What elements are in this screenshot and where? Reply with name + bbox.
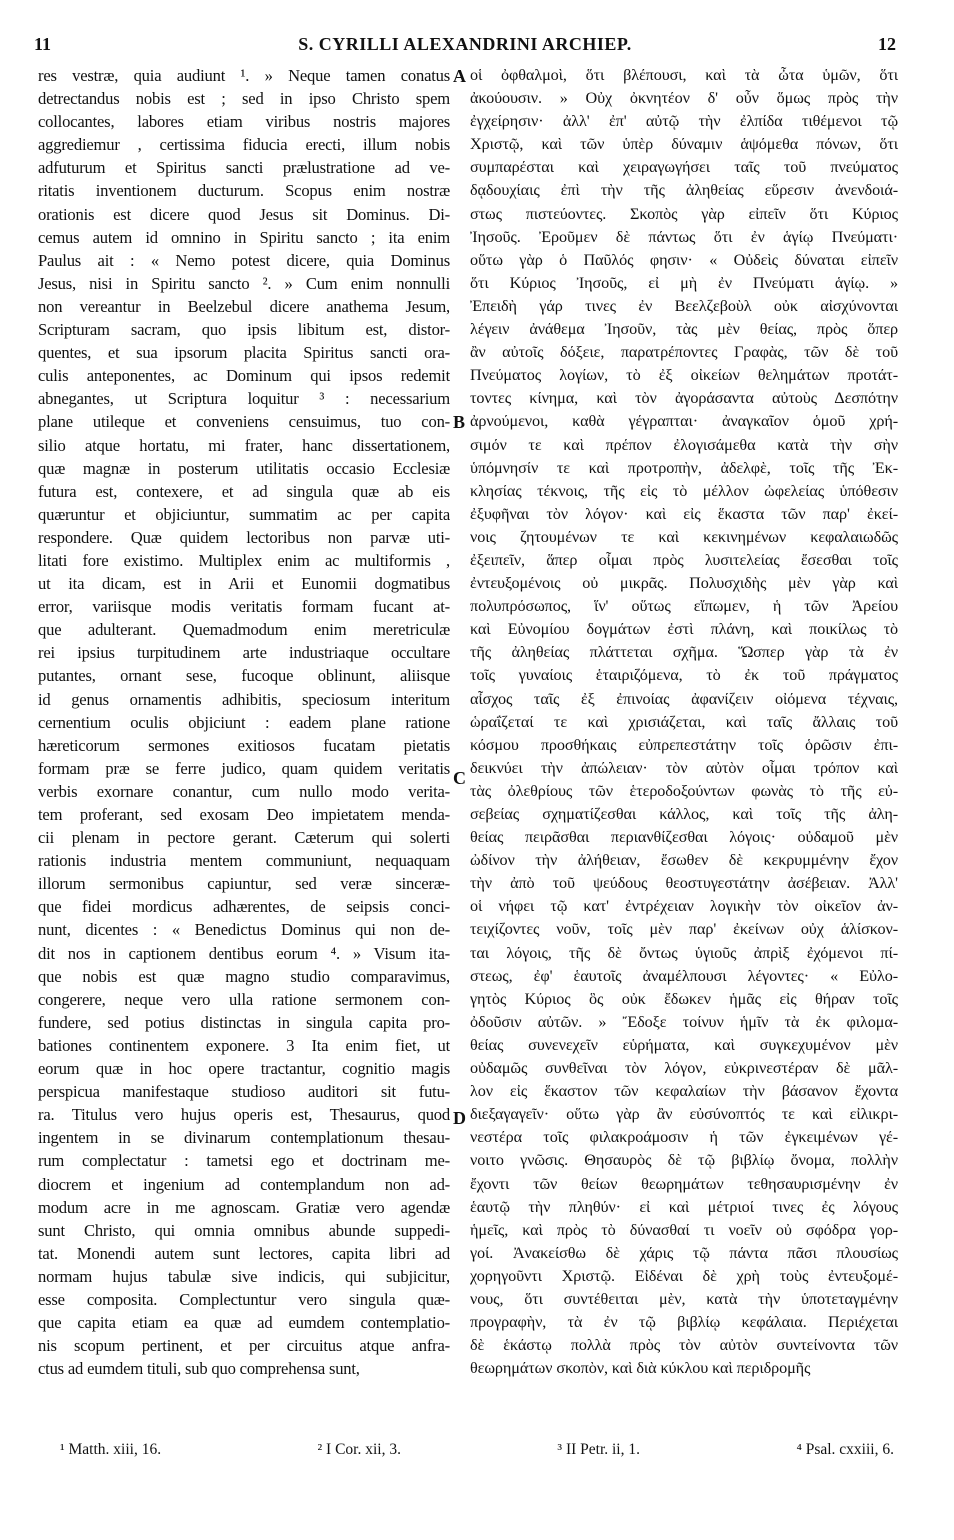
greek-text-line: δεικνύει τὴν ἀπώλειαν· τὸν αὐτὸν οἶμαι τρόπον καὶ [470,758,898,777]
greek-text-line: ὡραΐζεταί τε καὶ χρισιάζεται, καὶ ταῖς ἄλλαις τοῦ [470,712,898,731]
margin-letter-c: C [453,768,466,788]
greek-text-line: δᾳδουχίαις ἐπὶ τὴν τῆς ἀληθείας εὕρεσιν ἀνενδοιά- [470,181,898,200]
latin-text-line: congerere, neque vero ulla ratione sermonem con- [38,989,450,1009]
greek-text-line: στως πιστεύοντες. Σκοπὸς γὰρ εἰπεῖν ὅτι Κύριος [470,204,898,223]
greek-text-line: συμπαρέσται καὶ χειραγωγήσει ταῖς τοῦ πνεύματος [470,158,898,177]
latin-text-line: illorum sermonibus capiuntur, sed veræ sinceræ- [38,874,450,894]
running-header [34,34,896,60]
greek-text-line: οὐδαμῶς συνθεῖναι τὸν λόγον, εὐκρινεστέραν δὲ μᾶλ- [470,1059,898,1078]
greek-column [470,64,898,1380]
greek-text-line: ὑπόμνησίν τε καὶ προτροπὴν, ἀδελφὲ, τοῖς τῆς Ἐκ- [470,458,898,477]
greek-text-line: οἱ νήφει τῷ κατ' ἐντρέχειαν λογικὴν τὸν οἰκεῖον ἀν- [470,897,898,916]
margin-letter-a: A [453,66,466,86]
greek-text-line: δὲ ἑκάστῳ πολλὰ πρὸς τὸν αὐτὸν συντείνοντα τῶν [470,1336,898,1355]
greek-text-line: νεστέρα τοῖς φιλακροάμοσιν ἡ τῶν ἐγκειμένων γέ- [470,1128,898,1147]
greek-text-line: προγραφὴν, τὰ ἐν τῷ βιβλίῳ κεφάλαια. Περιέχεται [470,1313,898,1332]
latin-text-line: rei ipsius turpitudinem arte industriaque occultare [38,643,450,663]
latin-text-line: quæruntur et objiciuntur, summatim ac per capita [38,504,450,524]
latin-text-line: res vestræ, quia audiunt ¹. » Neque tamen conatus [38,66,450,85]
greek-text-line: λέγειν ἀνάθεμα Ἰησοῦν, τὰς μὲν θείας, πρὸς ὅπερ [470,320,898,339]
latin-text-line: ut ita dicam, est in Arii et Eunomii dogmatibus [38,574,450,594]
footnote: ¹ Matth. xiii, 16. [60,1441,162,1458]
greek-text-line: γοί. Ἀνακείσθω δὲ χάρις τῷ πάντα πᾶσι πλουσίως [470,1243,898,1262]
latin-text-line: futura est, contexere, et ad singula quæ ab eis [38,481,450,501]
latin-text-line: Paulus ait : « Nemo potest dicere, quia Dominus [38,250,450,270]
margin-letter-d: D [453,1108,466,1128]
greek-text-line: αἶσχος ταῖς ἐξ ἐπινοίας ἀφανίζειν οἰόμενα τέχναις, [470,689,898,708]
latin-text-line: adfuturum et Spiritus sancti prælustratione ad ve- [38,158,450,178]
greek-text-line: κόσμου προσθήκαις εὐπρεπεστάτην τοῖς ὁρῶσιν ἐπι- [470,735,898,754]
greek-text-line: ἐντευξομένοις οὐ μικρᾶς. Πολυσχιδὴς μὲν γὰρ καὶ [470,574,898,593]
greek-text-line: ὀδοῦσιν αὐτῶν. » Ἔδοξε τοίνυν ἡμῖν τὰ ἐκ φιλομα- [470,1012,898,1031]
greek-text-line: διεξαγαγεῖν· οὕτω γὰρ ἂν εὐσύνοπτός τε καὶ εἰλικρι- [470,1105,898,1124]
greek-text-line: ἐγχείρησιν· ἀλλ' ἐπ' αὐτῷ τὴν ἐλπίδα τιθέμενοι τῷ [470,112,898,131]
greek-text-line: θείας συνενεχεῖν εὑρήματα, καὶ συγκεχυμένον μὲν [470,1035,898,1054]
footnote: ² I Cor. xii, 3. [317,1441,401,1458]
greek-text-line: ἐξειπεῖν, ἅπερ οἶμαι πρὸς λυσιτελείας ἔσεσθαι τοῖς [470,550,898,569]
latin-text-line: ingentem in se divinarum contemplationum thesau- [38,1128,450,1148]
latin-text-line: cemus autem id omnino in Spiritu sancto ; ita enim [38,227,450,247]
latin-text-line: quentes, et sua ipsorum placita Spiritus sancti ora- [38,343,450,363]
latin-text-line: putantes, ornant sese, fucoque oblinunt, aliisque [38,666,450,686]
greek-text-line: τῆς ἀληθείας πλάττεται σχῆμα. Ὥσπερ γὰρ τὰ ἐν [470,643,898,662]
right-column-number: 12 [878,34,896,54]
greek-text-line: τὴν ἀπὸ τοῦ ψεύδους θεοστυγεστάτην ἀσέβειαν. Ἀλλ' [470,874,898,893]
latin-text-line: dit nos in captionem dentibus eorum ⁴. » Visum ita- [38,943,450,963]
greek-text-line: οὕτω γὰρ ὁ Παῦλός φησιν· « Οὐδεὶς δύναται εἰπεῖν [470,250,898,269]
latin-text-line: Scripturam sacram, quo ipsis libitum est, distor- [38,320,450,340]
greek-text-line: νους, ὅτι συντέθειται μὲν, κατὰ τὴν ὑποτεταγμένην [470,1289,898,1308]
greek-text-line: λον εἰς ἕκαστον τῶν κεφαλαίων τὴν βάσανον ἔχοντα [470,1082,898,1101]
latin-text-line: que adulterant. Quemadmodum enim meretriculæ [38,620,450,640]
latin-text-line: abnegantes, ut Scriptura loquitur ³ : necessarium [38,389,450,409]
greek-text-line: ὅτι Κύριος Ἰησοῦς, εἰ μὴ ἐν Πνεύματι ἁγίῳ. » [470,273,898,292]
latin-column [38,64,450,1380]
greek-text-line: Ἐπειδὴ γάρ τινες ἐν Βεελζεβοὺλ οὐκ αἰσχύνονται [470,296,898,315]
latin-text-line: tat. Monendi autem sunt lectores, capita libri ad [38,1243,450,1263]
latin-text-line: cii plenam in pectore gerant. Cæterum qui solerti [38,828,450,848]
latin-text-line: modum acre in me agnoscam. Gratiæ vero agendæ [38,1197,450,1217]
greek-text-line: τὰς ὀλεθρίους τῶν ἑτεροδοξούντων φωνὰς τὸ τῆς εὐ- [470,781,898,800]
latin-text-line: nunt, dicentes : « Benedictus Dominus qui non de- [38,920,450,940]
latin-text-line: culis anteponentes, ac Dominum qui ipsos redemit [38,366,450,386]
greek-text-line: ται λόγοις, τῆς δὲ ὄντως ὑγιοῦς ἀπρὶξ ἐχόμενοι πί- [470,943,898,962]
latin-text-line: que capita etiam ea quæ ad eumdem contemplatio- [38,1313,450,1333]
greek-text-line: σιμόν τε καὶ πρέπον ἐλογισάμεθα κατὰ τὴν σὴν [470,435,898,454]
greek-text-line: ἡμεῖς, καὶ πρὸς τὸ δύνασθαί τι νοεῖν οὐ σφόδρα γορ- [470,1220,898,1239]
greek-text-line: νοις ζητουμένων τε καὶ κεκινημένων κεφαλαιωδῶς [470,527,898,546]
latin-text-line: que nobis est quæ magno studio comparavimus, [38,966,450,986]
latin-text-line: bationes continentem exponere. 3 Ita enim fiet, ut [38,1035,450,1055]
greek-text-line: τειχίζοντες νοῦν, τοῖς μὲν παρ' ἐκείνων οὐχ ἁλίσκον- [470,920,898,939]
footnote: ³ II Petr. ii, 1. [557,1441,640,1458]
latin-text-line: id genus ornamentis adhibitis, speciosum interitum [38,689,450,709]
greek-text-line: στεως, ἐφ' ἑαυτοῖς ἀναμέλπουσι λέγοντες· « Εὐλο- [470,966,898,985]
latin-text-line: formam præ se ferre judico, quam quidem veritatis [38,758,450,778]
greek-text-line: γητὸς Κύριος ὃς οὐκ ἔδωκεν ἡμᾶς εἰς θήραν τοῖς [470,989,898,1008]
latin-text-line: orationis est dicere quod Jesus sit Dominus. Di- [38,204,450,224]
greek-text-line: ὠδίνον τὴν ἀλήθειαν, ἔσωθεν δὲ κεκρυμμένην ἔχον [470,851,898,870]
left-column-number: 11 [34,34,52,54]
greek-text-line: ἔχοντι τῶν θείων θεωρημάτων τεθησαυρισμένην ἐν [470,1174,898,1193]
latin-text-line: ritatis inventionem ducturum. Scopus enim nostræ [38,181,450,201]
latin-text-line: rum complectatur : tametsi ego et doctrinam me- [38,1151,450,1171]
latin-text-line: collocantes, labores etiam viribus nostris majores [38,112,450,132]
latin-text-line: hæreticorum sermones exitiosos fucatam pietatis [38,735,450,755]
greek-text-line: θείας πειρᾶσθαι περιανθίζεσθαι λόγοις· οὐδαμοῦ μὲν [470,828,898,847]
greek-text-line: πολυπρόσωπος, ἵν' οὕτως εἴπωμεν, ἡ τῶν Ἀρείου [470,597,898,616]
latin-text-line: ra. Titulus vero hujus operis est, Thesaurus, quod [38,1105,450,1125]
greek-text-line: ἑαυτῷ τὴν πληθύν· εἰ καὶ μέτριοί τινες ἐς λόγους [470,1197,898,1216]
latin-text-line: esse composita. Complectuntur vero singula quæ- [38,1289,450,1309]
latin-text-line: normam hujus tabulæ sive indicis, qui subjicitur, [38,1266,450,1286]
greek-text-line: ἐξυφῆναι τὸν λόγον· καὶ εἰς ἕκαστα τῶν παρ' ἐκεί- [470,504,898,523]
latin-text-line: ctus ad eumdem tituli, sub quo comprehensa sunt, [38,1359,360,1379]
greek-text-line: Πνεύματος λογίων, τὸ ἐξ οἰκείων θελημάτων προτάτ- [470,366,898,385]
latin-text-line: fundere, sed potius distinctas in singula capita pro- [38,1012,450,1032]
latin-text-line: plane utileque et conveniens censuimus, tuo con- [38,412,450,432]
greek-text-line: θεωρημάτων σκοπὸν, καὶ διὰ κύκλου καὶ περιδρομῆς [470,1359,811,1378]
running-title: S. CYRILLI ALEXANDRINI ARCHIEP. [298,34,632,54]
latin-text-line: verbis exornare conantur, cum nullo modo verita- [38,781,450,801]
latin-text-line: perspicua manifestaque studioso auditori sit futu- [38,1082,450,1102]
latin-text-line: respondere. Quæ quidem lectoribus non parvæ uti- [38,527,450,547]
latin-text-line: aggrediemur , certissima fiducia erecti, illum nobis [38,135,450,155]
latin-text-line: tem proferant, sed exosam Deo impietatem menda- [38,805,450,824]
latin-text-line: detrectandus nobis est ; sed in ipso Christo spem [38,89,450,109]
greek-text-line: κλησίας τέκνοις, τῆς εἰς τὸ μέλλον ὠφελείας ὑπόθεσιν [470,481,898,500]
latin-text-line: cernentium oculis objiciunt : eadem plane ratione [38,712,450,732]
latin-text-line: sunt Christo, qui omnia omnibus abunde suppedi- [38,1220,450,1240]
latin-text-line: Jesus, nisi in Spiritu sancto ². » Cum enim nonnulli [38,273,450,293]
margin-letter-b: B [453,412,466,432]
latin-text-line: que fidei mordicus adhærentes, de seipsis conci- [38,897,450,917]
latin-text-line: rationis industria mentem communiunt, nequaquam [38,851,450,871]
latin-text-line: nis scopum pertinent, et per circuitus atque anfra- [38,1336,450,1356]
greek-text-line: οἱ ὀφθαλμοὶ, ὅτι βλέπουσι, καὶ τὰ ὦτα ὑμῶν, ὅτι [470,66,898,84]
greek-text-line: τοντες κίνημα, καὶ τὸν ἀγοράσαντα αὐτοὺς Δεσπότην [470,389,898,408]
footnote: ⁴ Psal. cxxiii, 6. [796,1441,894,1458]
latin-text-line: diocrem et ingenium ad contemplandum non ad- [38,1174,450,1194]
latin-text-line: non vereantur in Beelzebul dicere anathema Jesum, [38,296,450,316]
greek-text-line: νοιτο γνῶσις. Θησαυρὸς δὲ τῷ βιβλίῳ ὄνομα, πολλὴν [470,1151,898,1170]
greek-text-line: Χριστῷ, καὶ τῶν ὑπὲρ δύναμιν ἁψόμεθα πόνων, ὅτι [470,135,898,154]
latin-text-line: quæ magnæ in posterum utilitatis occasio Ecclesiæ [38,458,450,478]
greek-text-line: καὶ Εὐνομίου δογμάτων ἐστὶ πλάνη, καὶ ποικίλως τὸ [470,620,898,639]
greek-text-line: Ἰησοῦς. Ἐροῦμεν δὲ πάντως ὅτι ἐν ἁγίῳ Πνεύματι· [470,227,898,246]
greek-text-line: σεβείας σχηματίζεσθαι κάλλος, καὶ τοῖς τῆς ἀλη- [470,805,898,823]
latin-text-line: eorum quæ in hoc opere tractantur, cognitio magis [38,1059,450,1079]
greek-text-line: ἀρνούμενοι, καθὰ γέγραπται· ἀναγκαῖον ὁμοῦ χρή- [470,412,898,431]
latin-text-line: error, variisque modis veritatis formam fucant at- [38,597,450,617]
greek-text-line: ἂν αὐτοῖς δόξειε, παρατρέποντες Γραφὰς, τῶν δὲ τοῦ [470,343,898,362]
latin-text-line: litati fore existimo. Multiplex enim ac multiformis , [38,550,450,570]
greek-text-line: τοῖς γυναίοις ἑταιριζόμενα, τὸ ἐκ τοῦ πράγματος [470,666,898,685]
latin-text-line: silio atque hortatu, mi frater, hanc dissertationem, [38,435,450,455]
greek-text-line: ἀκούουσιν. » Οὐχ ὀκνητέον δ' οὖν ὅμως πρὸς τὴν [470,89,898,108]
footnotes [34,1438,914,1462]
greek-text-line: χορηγοῦντι Χριστῷ. Εἰδέναι δὲ χρὴ τοὺς ἐντευξομέ- [470,1266,898,1285]
